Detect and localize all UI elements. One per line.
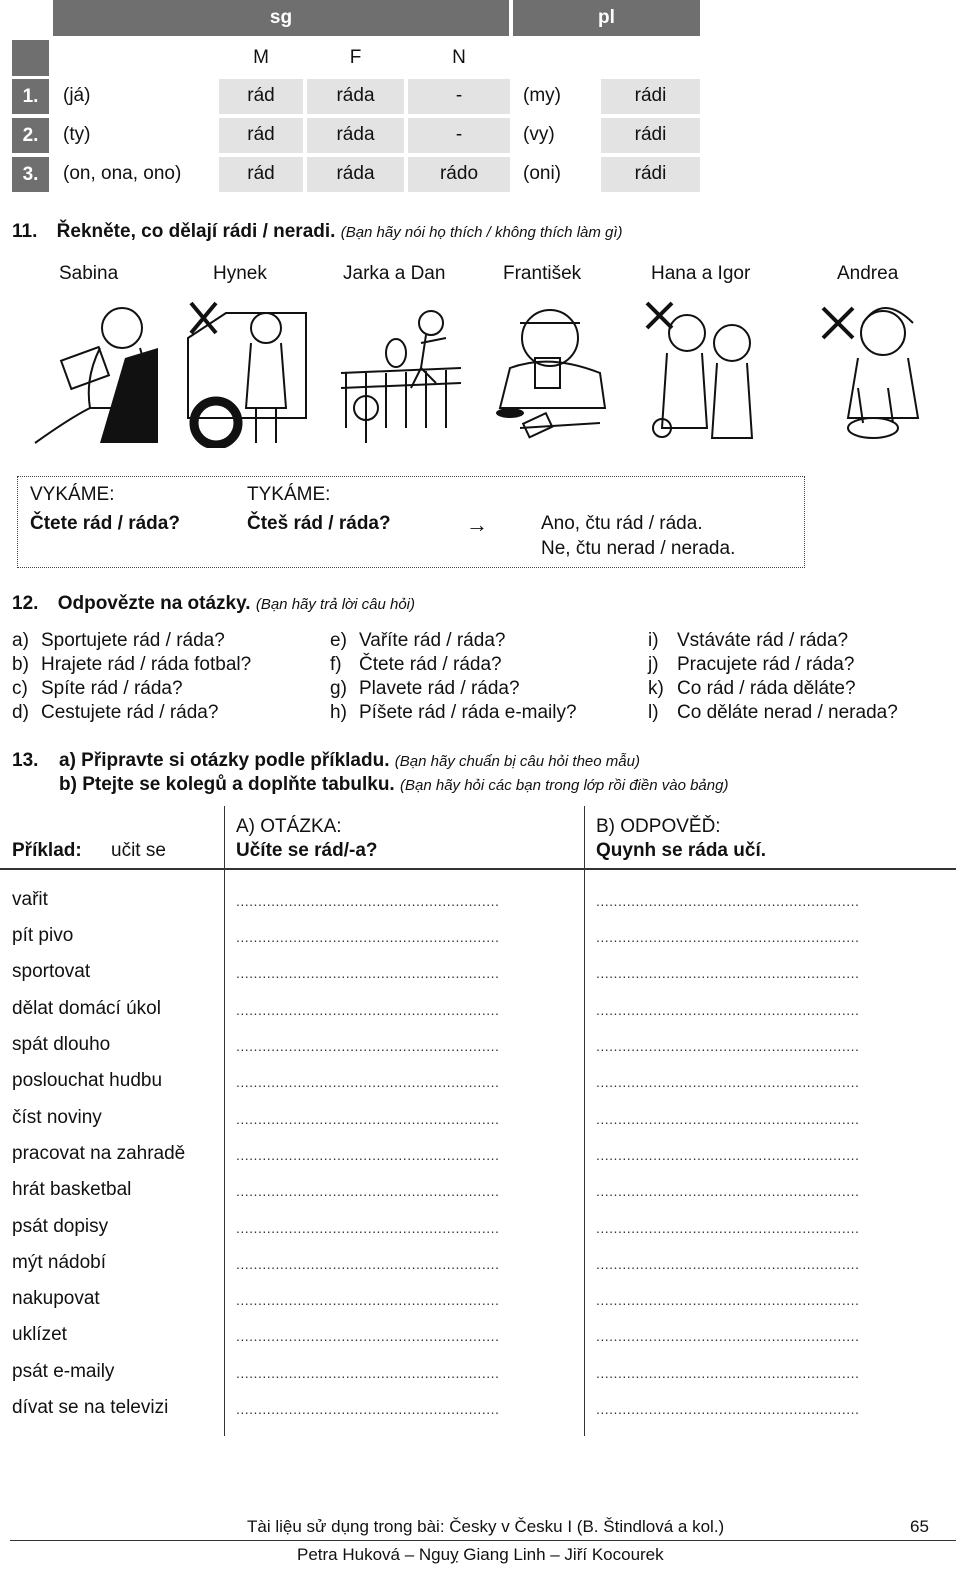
exercise-title: Odpovězte na otázky.	[57, 593, 251, 614]
car-washing-illustration	[186, 298, 316, 448]
activity-item: psát e-maily	[12, 1361, 115, 1382]
answer-line-b[interactable]: ............................................................	[596, 1183, 860, 1199]
activity-item: hrát basketbal	[12, 1179, 132, 1200]
answer-line-a[interactable]: ............................................................	[236, 1002, 500, 1018]
pl-header: pl	[513, 0, 700, 36]
answer-line-b[interactable]: ............................................................	[596, 1220, 860, 1236]
answer-line-b[interactable]: ............................................................	[596, 1038, 860, 1054]
exercise-13b-heading	[59, 774, 728, 796]
reading-illustration	[30, 298, 160, 448]
answer-yes: Ano, čtu rád / ráda.	[541, 513, 703, 534]
activity-item: nakupovat	[12, 1288, 100, 1309]
activity-item: spát dlouho	[12, 1034, 111, 1055]
person-name-frantisek: František	[503, 263, 582, 284]
row-number: 3.	[12, 157, 49, 192]
row-number: 1.	[12, 79, 49, 114]
footer-authors: Petra Huková – Nguỵ Giang Linh – Jiří Kocourek	[297, 1545, 664, 1564]
col-b-header: B) ODPOVĚĎ:	[596, 816, 721, 837]
exercise-note: (Bạn hãy nói họ thích / không thích làm gì)	[340, 224, 623, 241]
exercise-title: b) Ptejte se kolegů a doplňte tabulku.	[59, 774, 395, 795]
answer-line-a[interactable]: ............................................................	[236, 929, 500, 945]
activity-item: dívat se na televizi	[12, 1397, 169, 1418]
answer-line-b[interactable]: ............................................................	[596, 1111, 860, 1127]
answer-line-a[interactable]: ............................................................	[236, 1183, 500, 1199]
exercise-12-heading	[12, 593, 415, 615]
pl-pronoun: (oni)	[523, 163, 562, 184]
answer-line-b[interactable]: ............................................................	[596, 965, 860, 981]
form-pl: rádi	[634, 163, 667, 184]
activity-item: poslouchat hudbu	[12, 1070, 163, 1091]
answer-line-a[interactable]: ............................................................	[236, 1256, 500, 1272]
pl-pronoun: (my)	[523, 85, 561, 106]
header-divider	[0, 868, 956, 870]
column-divider	[224, 806, 225, 1436]
person-name-sabina: Sabina	[59, 263, 119, 284]
form-f: ráda	[336, 163, 375, 184]
question-item: b) Hrajete rád / ráda fotbal?	[12, 654, 252, 675]
answer-line-a[interactable]: ............................................................	[236, 893, 500, 909]
answer-line-a[interactable]: ............................................................	[236, 1220, 500, 1236]
example-answer: Quynh se ráda učí.	[596, 840, 766, 861]
question-item: a) Sportujete rád / ráda?	[12, 630, 225, 651]
activity-item: pracovat na zahradě	[12, 1143, 186, 1164]
form-pl: rádi	[634, 124, 667, 145]
example-question: Učíte se rád/-a?	[236, 840, 378, 861]
form-n: -	[455, 124, 463, 145]
pronoun: (on, ona, ono)	[63, 163, 182, 184]
col-a-header: A) OTÁZKA:	[236, 816, 342, 837]
exercise-note: (Bạn hãy hỏi các bạn trong lớp rồi điền vào bảng)	[400, 777, 729, 794]
pronoun: (ty)	[63, 124, 91, 145]
answer-line-b[interactable]: ............................................................	[596, 1401, 860, 1417]
answer-line-b[interactable]: ............................................................	[596, 929, 860, 945]
answer-line-a[interactable]: ............................................................	[236, 1111, 500, 1127]
tykame-label: TYKÁME:	[247, 484, 331, 505]
question-item: l) Co děláte nerad / nerada?	[648, 702, 898, 723]
answer-line-b[interactable]: ............................................................	[596, 1074, 860, 1090]
question-item: g) Plavete rád / ráda?	[330, 678, 520, 699]
answer-line-b[interactable]: ............................................................	[596, 1256, 860, 1272]
arrow-icon: →	[466, 512, 488, 537]
question-item: h) Píšete rád / ráda e-maily?	[330, 702, 577, 723]
tennis-illustration	[336, 298, 466, 448]
exercise-11-heading	[12, 221, 623, 243]
corner-cell	[12, 40, 49, 76]
exercise-number: 12.	[12, 593, 39, 614]
question-item: d) Cestujete rád / ráda?	[12, 702, 219, 723]
question-item: c) Spíte rád / ráda?	[12, 678, 183, 699]
activity-item: sportovat	[12, 961, 91, 982]
answer-line-b[interactable]: ............................................................	[596, 1147, 860, 1163]
activity-item: psát dopisy	[12, 1216, 109, 1237]
gender-f: F	[349, 47, 362, 68]
eating-illustration	[490, 298, 620, 448]
footer-source: Tài liệu sử dụng trong bài: Česky v Česku I (B. Štindlová a kol.)	[247, 1517, 725, 1536]
activity-item: vařit	[12, 889, 48, 910]
exercise-13a-heading	[59, 750, 640, 772]
example-verb: učit se	[111, 840, 166, 861]
person-name-andrea: Andrea	[837, 263, 899, 284]
form-m: rád	[247, 85, 275, 106]
form-f: ráda	[336, 124, 375, 145]
answer-line-a[interactable]: ............................................................	[236, 1328, 500, 1344]
activity-item: mýt nádobí	[12, 1252, 106, 1273]
person-name-hynek: Hynek	[213, 263, 267, 284]
footer-divider	[10, 1540, 956, 1541]
form-m: rád	[247, 163, 275, 184]
form-pl: rádi	[634, 85, 667, 106]
row-number: 2.	[12, 118, 49, 153]
exercise-number: 13.	[12, 750, 39, 771]
exercise-title: a) Připravte si otázky podle příkladu.	[59, 750, 390, 771]
activity-item: číst noviny	[12, 1107, 102, 1128]
exercise-number: 11.	[12, 221, 38, 242]
answer-line-a[interactable]: ............................................................	[236, 1147, 500, 1163]
answer-line-a[interactable]: ............................................................	[236, 1038, 500, 1054]
answer-line-b[interactable]: ............................................................	[596, 893, 860, 909]
informal-question: Čteš rád / ráda?	[247, 513, 391, 534]
pronoun: (já)	[63, 85, 91, 106]
answer-line-b[interactable]: ............................................................	[596, 1292, 860, 1308]
activity-item: dělat domácí úkol	[12, 998, 161, 1019]
form-f: ráda	[336, 85, 375, 106]
tired-couple-illustration	[642, 298, 772, 448]
person-name-jarka-dan: Jarka a Dan	[343, 263, 446, 284]
question-item: e) Vaříte rád / ráda?	[330, 630, 506, 651]
formal-question: Čtete rád / ráda?	[30, 513, 180, 534]
answer-line-a[interactable]: ............................................................	[236, 1074, 500, 1090]
exercise-title: Řekněte, co dělají rádi / neradi.	[56, 221, 336, 242]
answer-line-a[interactable]: ............................................................	[236, 965, 500, 981]
answer-line-a[interactable]: ............................................................	[236, 1292, 500, 1308]
form-n: rádo	[439, 163, 479, 184]
answer-line-b[interactable]: ............................................................	[596, 1365, 860, 1381]
answer-line-b[interactable]: ............................................................	[596, 1328, 860, 1344]
answer-line-a[interactable]: ............................................................	[236, 1365, 500, 1381]
column-divider	[584, 806, 585, 1436]
sg-header: sg	[53, 0, 509, 36]
activity-item: uklízet	[12, 1324, 67, 1345]
exercise-note: (Bạn hãy trả lời câu hỏi)	[255, 596, 415, 613]
question-item: k) Co rád / ráda děláte?	[648, 678, 856, 699]
vykame-label: VYKÁME:	[30, 484, 115, 505]
pl-pronoun: (vy)	[523, 124, 555, 145]
form-n: -	[455, 85, 463, 106]
person-name-hana-igor: Hana a Igor	[651, 263, 751, 284]
answer-line-b[interactable]: ............................................................	[596, 1002, 860, 1018]
form-m: rád	[247, 124, 275, 145]
page-number: 65	[910, 1517, 929, 1536]
activity-item: pít pivo	[12, 925, 74, 946]
question-item: j) Pracujete rád / ráda?	[648, 654, 855, 675]
question-item: f) Čtete rád / ráda?	[330, 654, 502, 675]
question-item: i) Vstáváte rád / ráda?	[648, 630, 849, 651]
answer-no: Ne, čtu nerad / nerada.	[541, 538, 736, 559]
gender-n: N	[452, 47, 466, 68]
answer-line-a[interactable]: ............................................................	[236, 1401, 500, 1417]
gender-m: M	[253, 47, 269, 68]
cooking-illustration	[818, 298, 948, 448]
exercise-note: (Bạn hãy chuẩn bị câu hỏi theo mẫu)	[394, 753, 640, 770]
example-label: Příklad:	[12, 840, 82, 861]
